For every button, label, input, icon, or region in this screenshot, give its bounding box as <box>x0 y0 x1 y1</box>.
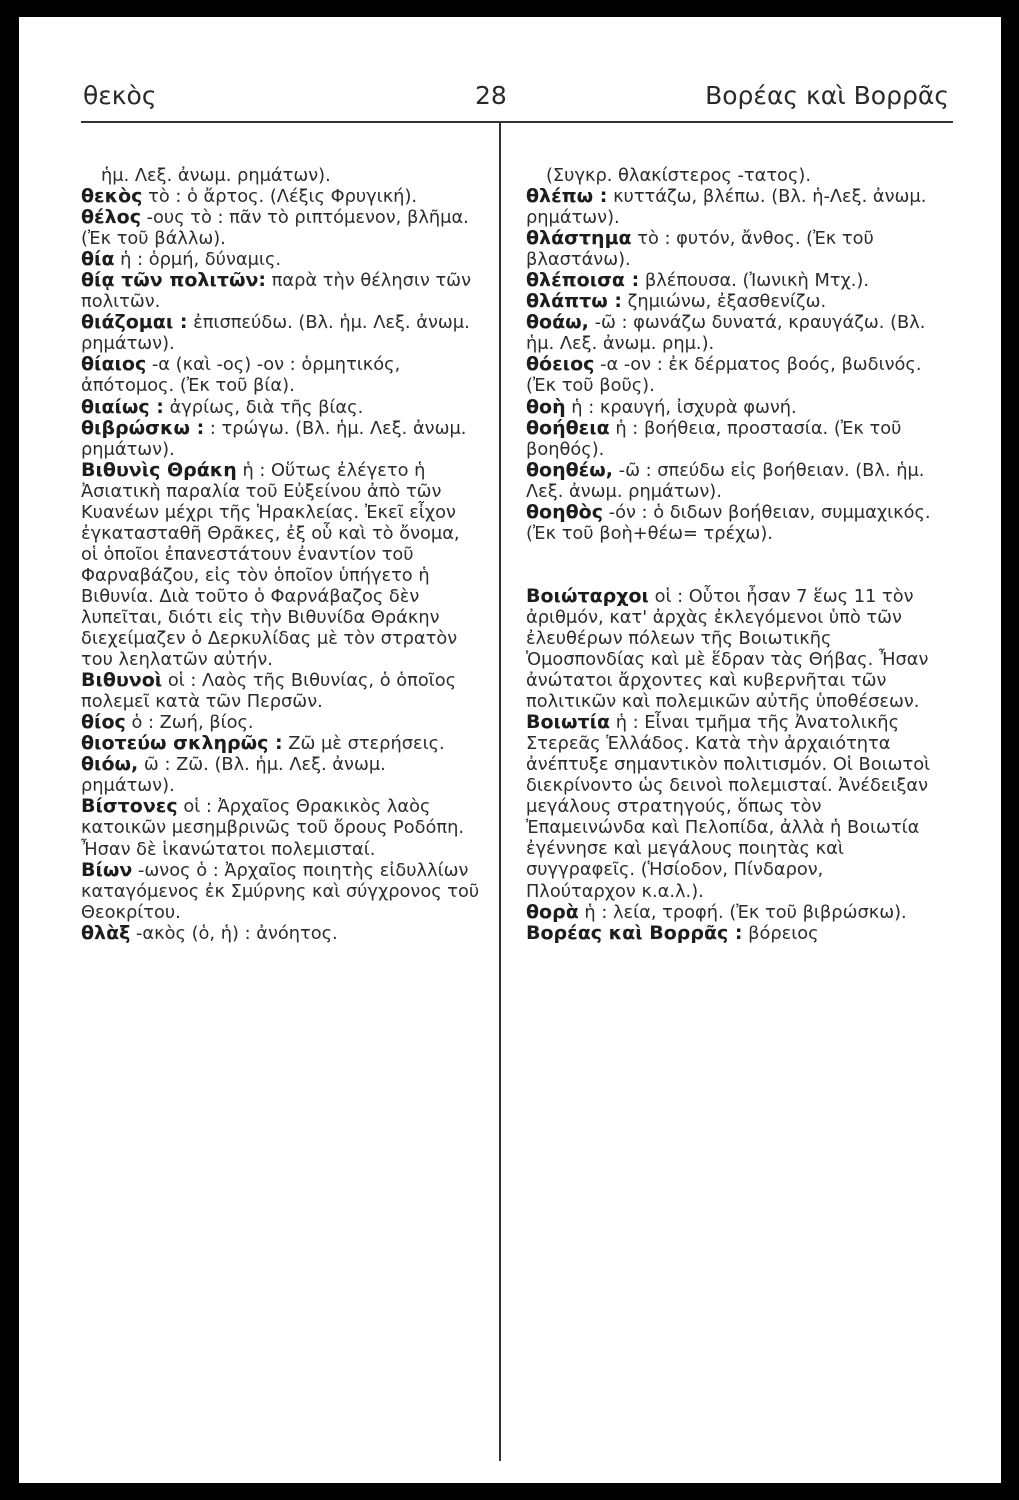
entry-headword: θοηθέω, <box>526 458 613 481</box>
entry-definition: ἡ : λεία, τροφή. (Ἐκ τοῦ βιβρώσκω). <box>584 901 907 923</box>
entry-headword: θοὴ <box>526 395 566 418</box>
dictionary-entry <box>526 460 934 502</box>
entry-definition: -ῶ : σπεύδω εἰς βοήθειαν. (Βλ. ἡμ. Λεξ. ἀνωμ. ρημάτων). <box>526 459 925 502</box>
entry-spacer <box>526 544 934 586</box>
right-column <box>526 165 934 944</box>
entry-definition: ἐπισπεύδω. (Βλ. ἡμ. Λεξ. ἀνωμ. ρημάτων). <box>81 312 470 355</box>
entry-definition: -α -ον : ἐκ δέρματος βοός, βωδινός. (Ἐκ τοῦ βοῦς). <box>526 354 922 397</box>
entry-headword: θιβρώσκω : <box>81 416 205 439</box>
entry-headword: θοηθὸς <box>526 500 604 523</box>
entry-headword: θίαιος <box>81 353 147 376</box>
entry-headword: Βίων <box>81 858 133 881</box>
dictionary-entry <box>526 397 934 418</box>
dictionary-entry <box>81 712 481 733</box>
dictionary-entry <box>81 670 481 712</box>
entry-headword: θιοτεύω σκληρῶς : <box>81 732 283 755</box>
entry-definition: -α (καὶ -ος) -ον : ὁρμητικός, ἀπότομος. (Ἐκ τοῦ βία). <box>81 354 401 397</box>
entry-definition: ἡ : ὁρμή, δύναμις. <box>120 249 282 271</box>
entry-headword: Βοιώταρχοι <box>526 584 649 607</box>
entry-definition: -ακὸς (ὁ, ἡ) : ἀνόητος. <box>136 922 338 944</box>
entry-headword: θλάπτω : <box>526 290 623 313</box>
dictionary-entry <box>81 397 481 418</box>
entry-headword: θοήθεια <box>526 416 610 439</box>
dictionary-entry <box>526 502 934 544</box>
entry-definition: παρὰ τὴν θέλησιν τῶν πολιτῶν. <box>81 270 471 313</box>
dictionary-entry <box>526 228 934 270</box>
entry-headword: θοάω, <box>526 311 589 334</box>
entry-definition: ὁ : Ζωή, βίος. <box>131 712 254 734</box>
header-rule <box>81 121 953 123</box>
entry-headword: θορὰ <box>526 900 579 923</box>
dictionary-entry <box>526 312 934 354</box>
dictionary-entry <box>81 418 481 460</box>
entry-definition: : τρώγω. (Βλ. ἡμ. Λεξ. ἀνωμ. ρημάτων). <box>81 417 467 460</box>
entry-definition: (Συγκρ. θλακίστερος -τατος). <box>546 165 811 186</box>
entry-headword: Βιθυνοὶ <box>81 669 163 692</box>
entry-headword: θίᾳ τῶν πολιτῶν: <box>81 269 267 292</box>
entry-definition: οἱ : Οὗτοι ἦσαν 7 ἕως 11 τὸν ἀριθμόν, κατ' ἀρχὰς ἐκλεγόμενοι ὑπὸ τῶν ἐλευθέρων πόλεων τῆς Βοιωτικῆς Ὁμοσπονδίας καὶ μὲ ἕδραν τὰς Θήβας. Ἦσαν ἀνώτατοι ἄρχοντες καὶ κυβερνῆται τῶν πολιτικῶν καὶ πολεμικῶν αὐτῆς ὑποθέσεων. <box>526 585 929 713</box>
entry-headword: θιόω, <box>81 753 139 776</box>
entry-headword: θλάστημα <box>526 227 632 250</box>
entry-definition: ἡ : Εἶναι τμῆμα τῆς Ἀνατολικῆς Στερεᾶς Ἑλλάδος. Κατὰ τὴν ἀρχαιότητα ἀνέπτυξε σημαντικὸν πολιτισμόν. Οἱ Βοιωτοὶ διεκρίνοντο ὡς δεινοὶ πολεμισταί. Ἀνέδειξαν μεγάλους στρατηγούς, ὅπως τὸν Ἐπαμεινώνδα καὶ Πελοπίδα, ἀλλὰ ἡ Βοιωτία ἐγέννησε καὶ μεγάλους ποιητὰς καὶ συγγραφεῖς. (Ἡσίοδον, Πίνδαρον, Πλούταρχον κ.α.λ.). <box>526 712 931 902</box>
dictionary-entry <box>526 712 934 901</box>
entry-definition: ἡμ. Λεξ. ἀνωμ. ρημάτων). <box>101 165 331 186</box>
entry-headword: Βορέας καὶ Βορρᾶς : <box>526 921 743 944</box>
dictionary-entry <box>526 186 934 228</box>
dictionary-entry <box>81 460 481 670</box>
left-column <box>81 165 481 944</box>
column-divider <box>499 121 501 1461</box>
entry-definition: κυττάζω, βλέπω. (Βλ. ἡ-Λεξ. ἀνωμ. ρημάτων). <box>526 186 927 229</box>
entry-headword: θέλος <box>81 206 141 229</box>
dictionary-entry <box>81 733 481 754</box>
dictionary-entry <box>81 860 481 923</box>
entry-definition: ζημιώνω, ἐξασθενίζω. <box>627 291 827 313</box>
entry-headword: θλέποισα : <box>526 269 640 292</box>
entry-headword: θόειος <box>526 353 595 376</box>
entry-definition: Ζῶ μὲ στερήσεις. <box>288 733 445 755</box>
entry-headword: θλέπω : <box>526 185 608 208</box>
dictionary-entry <box>81 923 481 944</box>
entry-definition: ἡ : κραυγή, ἰσχυρὰ φωνή. <box>571 396 797 418</box>
dictionary-entry <box>81 165 481 186</box>
dictionary-entry <box>81 249 481 270</box>
entry-headword: Βίστονες <box>81 795 178 818</box>
entry-definition: -ωνος ὁ : Ἀρχαῖος ποιητὴς εἰδυλλίων καταγόμενος ἐκ Σμύρνης καὶ σύγχρονος τοῦ Θεοκρίτου. <box>81 859 480 923</box>
entry-headword: θία <box>81 248 115 271</box>
dictionary-page <box>19 17 1001 1483</box>
page-number: 28 <box>475 81 507 110</box>
entry-headword: θίος <box>81 711 126 734</box>
running-head-left: θεκὸς <box>83 81 157 110</box>
entry-definition: ῶ : Ζῶ. (Βλ. ἡμ. Λεξ. ἀνωμ. ρημάτων). <box>81 754 386 797</box>
dictionary-entry <box>526 418 934 460</box>
dictionary-entry <box>81 186 481 207</box>
dictionary-entry <box>526 354 934 396</box>
dictionary-entry <box>526 586 934 712</box>
dictionary-entry <box>526 165 934 186</box>
dictionary-entry <box>526 291 934 312</box>
entry-headword: θιαίως : <box>81 395 164 418</box>
entry-definition: ἡ : Οὕτως ἐλέγετο ἡ Ἀσιατικὴ παραλία τοῦ Εὐξείνου ἀπὸ τῶν Κυανέων μέχρι τῆς Ἡρακλείας. Ἐκεῖ εἶχον ἐγκατασταθῆ Θρᾶκες, ἐξ οὗ καὶ τὸ ὄνομα, οἱ ὁποῖοι ἐπανεστάτουν ἐναντίον τοῦ Φαρναβάζου, εἰς τὸν ὁποῖον ὑπήγετο ἡ Βιθυνία. Διὰ τοῦτο ὁ Φαρνάβαζος δὲν λυπεῖται, διότι εἰς τὴν Βιθυνίδα Θράκην διεχείμαζεν ὁ Δερκυλίδας μὲ τὸν στρατὸν του λεηλατῶν αὐτήν. <box>81 459 460 671</box>
dictionary-entry <box>81 354 481 396</box>
entry-headword: θεκὸς <box>81 185 143 208</box>
entry-headword: Βοιωτία <box>526 711 611 734</box>
entry-definition: -ῶ : φωνάζω δυνατά, κραυγάζω. (Βλ. ἡμ. Λεξ. ἀνωμ. ρημ.). <box>526 312 926 355</box>
entry-headword: Βιθυνὶς Θράκη <box>81 458 237 481</box>
entry-definition: ἀγρίως, διὰ τῆς βίας. <box>169 396 364 418</box>
entry-headword: θλὰξ <box>81 921 131 944</box>
entry-definition: βόρειος <box>748 922 819 944</box>
entry-definition: οἱ : Λαὸς τῆς Βιθυνίας, ὁ ὁποῖος πολεμεῖ κατὰ τῶν Περσῶν. <box>81 670 457 713</box>
entry-definition: βλέπουσα. (Ἰωνικὴ Μτχ.). <box>644 270 870 292</box>
dictionary-entry <box>81 270 481 312</box>
entry-definition: οἱ : Ἀρχαῖος Θρακικὸς λαὸς κατοικῶν μεσημβρινῶς τοῦ ὄρους Ροδόπη. Ἦσαν δὲ ἱκανώτατοι πολεμισταί. <box>81 796 465 860</box>
dictionary-entry <box>526 923 934 944</box>
entry-definition: τὸ : ὁ ἄρτος. (Λέξις Φρυγική). <box>148 186 418 208</box>
entry-definition: -ους τὸ : πᾶν τὸ ριπτόμενον, βλῆμα. (Ἐκ τοῦ βάλλω). <box>81 207 469 250</box>
running-head-right: Βορέας καὶ Βορρᾶς <box>705 81 949 110</box>
dictionary-entry <box>81 312 481 354</box>
dictionary-entry <box>81 754 481 796</box>
entry-headword: θιάζομαι : <box>81 311 188 334</box>
entry-definition: τὸ : φυτόν, ἄνθος. (Ἐκ τοῦ βλαστάνω). <box>526 228 874 271</box>
dictionary-entry <box>81 796 481 859</box>
dictionary-entry <box>81 207 481 249</box>
entry-definition: -όν : ὁ διδων βοήθειαν, συμμαχικός. (Ἐκ τοῦ βοὴ+θέω= τρέχω). <box>526 501 931 544</box>
dictionary-entry <box>526 270 934 291</box>
dictionary-entry <box>526 902 934 923</box>
entry-definition: ἡ : βοήθεια, προστασία. (Ἐκ τοῦ βοηθός). <box>526 417 902 460</box>
